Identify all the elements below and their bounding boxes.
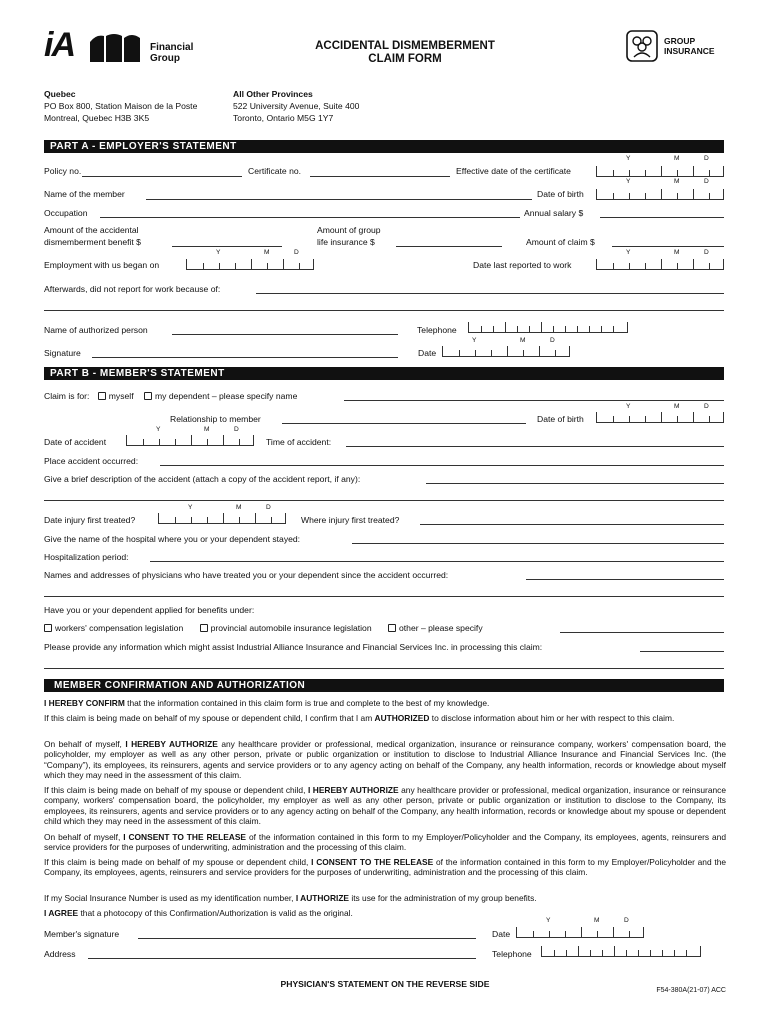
dob-b-boxes[interactable] <box>596 412 724 423</box>
other-line2: Toronto, Ontario M5G 1Y7 <box>233 113 334 123</box>
confirm-para-5: On behalf of myself, I CONSENT TO THE RELEASE of the information contained in this form to my Employer/Policyholder and the Company, its employees, agents, reinsurers and service providers for the purposes of underwriting, administration and the processing of this claim. <box>44 832 727 853</box>
part-a-header: PART A - EMPLOYER'S STATEMENT <box>44 140 724 153</box>
physicians-field-1[interactable] <box>526 579 724 580</box>
logo-ia-text: iA <box>44 26 74 64</box>
date-accident-boxes[interactable] <box>126 435 254 446</box>
brief-description-field-2[interactable] <box>44 500 724 501</box>
brief-description-field-1[interactable] <box>426 483 724 484</box>
other-benefit-field[interactable] <box>560 632 724 633</box>
quebec-address <box>44 88 197 124</box>
annual-salary-field[interactable] <box>600 217 724 218</box>
authorized-person-field[interactable] <box>172 334 398 335</box>
workers-comp-label: workers' compensation legislation <box>55 623 184 633</box>
provincial-auto-label: provincial automobile insurance legislation <box>210 623 372 633</box>
dependent-label: my dependent – please specify name <box>155 391 298 401</box>
logo-mark-icon <box>88 32 146 62</box>
signature-a-field[interactable] <box>92 357 398 358</box>
afterwards-field-1[interactable] <box>256 293 724 294</box>
form-code: F54-380A(21-07) ACC <box>656 987 726 994</box>
telephone-c-boxes[interactable] <box>541 946 701 957</box>
confirm-para-1: I HEREBY CONFIRM that the information contained in this claim form is true and complete to the best of my knowledge. <box>44 698 490 708</box>
certificate-no-field[interactable] <box>310 176 450 177</box>
form-title <box>280 40 530 66</box>
afterwards-label: Afterwards, did not report for work because of: <box>44 284 221 294</box>
quebec-line1: PO Box 800, Station Maison de la Poste <box>44 101 198 111</box>
reverse-side-note: PHYSICIAN'S STATEMENT ON THE REVERSE SIDE <box>280 979 490 989</box>
confirm-para-7: If my Social Insurance Number is used as my identification number, I AUTHORIZE its use for the administration of my group benefits. <box>44 893 537 903</box>
amount-accidental-label-1: Amount of the accidental <box>44 225 139 235</box>
time-accident-label: Time of accident: <box>266 437 332 447</box>
amount-claim-field[interactable] <box>612 246 724 247</box>
form-title-line2: CLAIM FORM <box>368 53 442 65</box>
dob-a-boxes[interactable] <box>596 189 724 200</box>
where-injury-field[interactable] <box>420 524 724 525</box>
amount-group-label-2: life insurance $ <box>317 237 375 247</box>
where-injury-label: Where injury first treated? <box>301 515 400 525</box>
dob-b-label: Date of birth <box>537 414 584 424</box>
benefits-options-row <box>44 623 483 634</box>
effective-date-label: Effective date of the certificate <box>456 166 571 176</box>
place-accident-field[interactable] <box>160 465 724 466</box>
part-b-header: PART B - MEMBER'S STATEMENT <box>44 367 724 380</box>
claim-for-label: Claim is for: <box>44 391 90 401</box>
confirm-para-3: On behalf of myself, I HEREBY AUTHORIZE any healthcare provider or professional, medical organization, insurance or reinsurance company, workers' compensation board, the policyholder, my employer as well as any other person, private or public organization or institution to disclose to Industrial Alliance Insurance and Financial Services Inc. (the “Company”), its employees, its reinsurers, agents and service providers or to any agency acting on behalf of the Company, any health information, records or knowledge about myself which they may need in the assessment of this claim. <box>44 739 726 780</box>
relationship-field[interactable] <box>282 423 526 424</box>
confirm-para-2: If this claim is being made on behalf of my spouse or dependent child, I confirm that I am AUTHORIZED to disclose information about him or her with respect to this claim. <box>44 713 675 723</box>
date-accident-label: Date of accident <box>44 437 107 447</box>
policy-no-field[interactable] <box>82 176 242 177</box>
hospital-name-label: Give the name of the hospital where you or your dependent stayed: <box>44 534 301 544</box>
address-field[interactable] <box>88 958 476 959</box>
other-provinces-address <box>233 88 359 124</box>
provide-info-field-2[interactable] <box>44 668 724 669</box>
hospitalization-field[interactable] <box>150 561 724 562</box>
dependent-name-field[interactable] <box>344 400 724 401</box>
occupation-label: Occupation <box>44 208 88 218</box>
workers-comp-checkbox[interactable] <box>44 624 52 632</box>
physicians-field-2[interactable] <box>44 596 724 597</box>
brief-description-label: Give a brief description of the accident (attach a copy of the accident report, if any): <box>44 474 361 484</box>
date-a-label: Date <box>418 348 437 358</box>
signature-a-label: Signature <box>44 348 81 358</box>
member-signature-field[interactable] <box>138 938 476 939</box>
time-accident-field[interactable] <box>346 446 724 447</box>
myself-label: myself <box>108 391 134 401</box>
provide-info-label: Please provide any information which might assist Industrial Alliance Insurance and Financial Services Inc. in processing this claim: <box>44 642 543 652</box>
logo-group: Group <box>150 53 180 64</box>
telephone-c-label: Telephone <box>492 949 532 959</box>
other-title: All Other Provinces <box>233 89 313 99</box>
employment-began-boxes[interactable] <box>186 259 314 270</box>
employment-began-label: Employment with us began on <box>44 260 160 270</box>
ia-logo <box>44 28 194 68</box>
group-label: GROUP <box>664 36 696 46</box>
hospitalization-label: Hospitalization period: <box>44 552 129 562</box>
member-name-label: Name of the member <box>44 189 125 199</box>
confirmation-header: MEMBER CONFIRMATION AND AUTHORIZATION <box>44 679 724 692</box>
last-reported-boxes[interactable] <box>596 259 724 270</box>
address-label: Address <box>44 949 76 959</box>
member-signature-label: Member's signature <box>44 929 120 939</box>
dependent-checkbox[interactable] <box>144 392 152 400</box>
amount-accidental-label-2: dismemberment benefit $ <box>44 237 141 247</box>
physicians-label: Names and addresses of physicians who have treated you or your dependent since the accident occurred: <box>44 570 449 580</box>
date-c-boxes[interactable] <box>516 927 644 938</box>
telephone-a-boxes[interactable] <box>468 322 628 333</box>
group-icon <box>626 30 658 62</box>
group-insurance-badge <box>626 30 736 64</box>
confirm-para-6: If this claim is being made on behalf of my spouse or dependent child, I CONSENT TO THE RELEASE of the information contained in this form to my Employer/Policyholder and the Company, its employees, agents, reinsurers and service providers for the purposes of underwriting, administration and the processing of this claim. <box>44 857 727 878</box>
telephone-a-label: Telephone <box>417 325 457 335</box>
policy-no-label: Policy no. <box>44 166 82 176</box>
last-reported-label: Date last reported to work <box>473 260 572 270</box>
confirm-para-4: If this claim is being made on behalf of my spouse or dependent child, I HEREBY AUTHORIZE any healthcare provider or professional, medical organization, insurance or reinsurance company, workers' compensation board, the policyholder, my employer as well as any other person, private or public organization or institution to disclose to the Company, its employees, its reinsurers, agents and service providers or to any agency acting on behalf of the Company, any health information, records or knowledge about my spouse or dependent child which they may need in the assessment of this claim. <box>44 785 726 826</box>
form-title-line1: ACCIDENTAL DISMEMBERMENT <box>315 40 495 52</box>
annual-salary-label: Annual salary $ <box>524 208 584 218</box>
other-line1: 522 University Avenue, Suite 400 <box>233 101 360 111</box>
date-injury-label: Date injury first treated? <box>44 515 136 525</box>
hospital-name-field[interactable] <box>352 543 724 544</box>
place-accident-label: Place accident occurred: <box>44 456 139 466</box>
myself-checkbox[interactable] <box>98 392 106 400</box>
date-injury-boxes[interactable] <box>158 513 286 524</box>
authorized-person-label: Name of authorized person <box>44 325 148 335</box>
amount-claim-label: Amount of claim $ <box>526 237 595 247</box>
other-benefit-label: other – please specify <box>399 623 483 633</box>
afterwards-field-2[interactable] <box>44 310 724 311</box>
insurance-label: INSURANCE <box>664 46 715 56</box>
confirm-para-8: I AGREE that a photocopy of this Confirmation/Authorization is valid as the original. <box>44 908 353 918</box>
date-c-label: Date <box>492 929 511 939</box>
provincial-auto-checkbox[interactable] <box>200 624 208 632</box>
certificate-no-label: Certificate no. <box>248 166 302 176</box>
provide-info-field-1[interactable] <box>640 651 724 652</box>
date-a-boxes[interactable] <box>442 346 570 357</box>
claim-for-row <box>44 391 297 402</box>
effective-date-boxes[interactable] <box>596 166 724 177</box>
quebec-line2: Montreal, Quebec H3B 3K5 <box>44 113 150 123</box>
amount-group-field[interactable] <box>396 246 502 247</box>
relationship-label: Relationship to member <box>170 414 261 424</box>
applied-benefits-label: Have you or your dependent applied for benefits under: <box>44 605 255 615</box>
member-name-field[interactable] <box>146 199 532 200</box>
quebec-title: Quebec <box>44 89 76 99</box>
amount-group-label-1: Amount of group <box>317 225 381 235</box>
logo-financial: Financial <box>150 42 194 53</box>
amount-accidental-field[interactable] <box>172 246 282 247</box>
occupation-field[interactable] <box>100 217 520 218</box>
other-benefit-checkbox[interactable] <box>388 624 396 632</box>
dob-a-label: Date of birth <box>537 189 584 199</box>
